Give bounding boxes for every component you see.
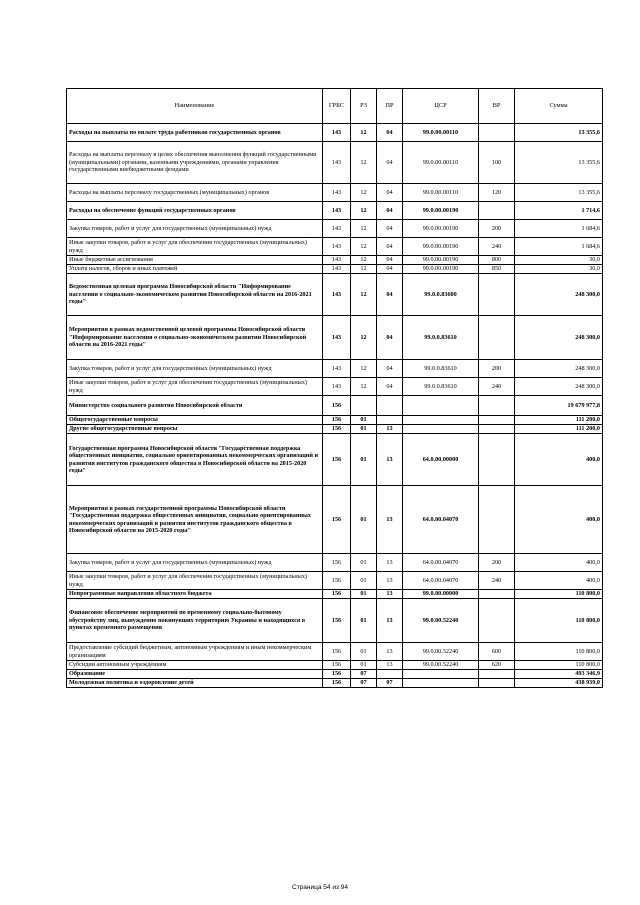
- cell-vr: [479, 416, 515, 425]
- cell-vr: 620: [479, 661, 515, 670]
- cell-sum: 248 300,0: [515, 378, 603, 396]
- cell-sum: 493 346,9: [515, 670, 603, 679]
- cell-grbs: 143: [323, 265, 351, 274]
- cell-grbs: 143: [323, 360, 351, 378]
- cell-rz: 12: [351, 256, 377, 265]
- cell-sum: 110 800,0: [515, 643, 603, 661]
- cell-name: Мероприятия в рамках государственной программы Новосибирской области "Государственная поддержка общественных инициатив, социально ориентированных некоммерческих организаций и развития институтов гражданского общества в Новосибирской области на 2015-2020 годы": [67, 486, 323, 554]
- cell-sum: 13 355,6: [515, 142, 603, 184]
- cell-pr: [377, 396, 403, 416]
- cell-rz: 01: [351, 486, 377, 554]
- cell-pr: 04: [377, 184, 403, 202]
- cell-vr: [479, 670, 515, 679]
- cell-name: Закупка товаров, работ и услуг для государственных (муниципальных) нужд: [67, 360, 323, 378]
- cell-csr: 99.0.0.83610: [403, 316, 479, 360]
- cell-pr: 04: [377, 265, 403, 274]
- cell-grbs: 156: [323, 590, 351, 599]
- table-row: [67, 238, 603, 256]
- cell-pr: 04: [377, 202, 403, 220]
- cell-pr: 04: [377, 220, 403, 238]
- cell-vr: 800: [479, 256, 515, 265]
- cell-csr: 99.0.00.00110: [403, 124, 479, 142]
- cell-pr: [377, 416, 403, 425]
- cell-rz: 12: [351, 238, 377, 256]
- cell-vr: [479, 396, 515, 416]
- cell-pr: 13: [377, 434, 403, 486]
- cell-vr: 600: [479, 643, 515, 661]
- header-row: [67, 89, 603, 124]
- table-row: [67, 643, 603, 661]
- table-row: [67, 670, 603, 679]
- table-row: [67, 554, 603, 572]
- table-row: [67, 572, 603, 590]
- cell-vr: 200: [479, 220, 515, 238]
- cell-grbs: 156: [323, 670, 351, 679]
- cell-rz: 07: [351, 679, 377, 688]
- cell-csr: 99.0.0.83610: [403, 360, 479, 378]
- cell-name: Расходы на выплаты по оплате труда работников государственных органов: [67, 124, 323, 142]
- cell-sum: 1 714,6: [515, 202, 603, 220]
- cell-grbs: 156: [323, 554, 351, 572]
- cell-name: Иные закупки товаров, работ и услуг для обеспечения государственных (муниципальных) нужд: [67, 238, 323, 256]
- cell-csr: 99.0.00.00000: [403, 590, 479, 599]
- table-row: [67, 124, 603, 142]
- table-row: [67, 590, 603, 599]
- cell-rz: 01: [351, 590, 377, 599]
- cell-pr: 13: [377, 572, 403, 590]
- cell-rz: 12: [351, 124, 377, 142]
- cell-sum: 110 800,0: [515, 590, 603, 599]
- cell-pr: 04: [377, 124, 403, 142]
- cell-sum: 30,0: [515, 256, 603, 265]
- col-header-sum: Сумма: [515, 89, 603, 124]
- cell-rz: 01: [351, 661, 377, 670]
- budget-table: [66, 88, 603, 688]
- cell-name: Другие общегосударственные вопросы: [67, 425, 323, 434]
- table-row: [67, 416, 603, 425]
- cell-rz: 01: [351, 554, 377, 572]
- cell-grbs: 143: [323, 220, 351, 238]
- col-header-csr: ЦСР: [403, 89, 479, 124]
- cell-sum: 438 939,0: [515, 679, 603, 688]
- cell-rz: 01: [351, 599, 377, 643]
- cell-name: Министерство социального развития Новосибирской области: [67, 396, 323, 416]
- table-row: [67, 679, 603, 688]
- cell-sum: 110 800,0: [515, 599, 603, 643]
- cell-name: Ведомственная целевая программа Новосибирской области "Информирование населения о социально-экономическом развитии Новосибирской области на 2016-2021 годы": [67, 274, 323, 316]
- cell-sum: 30,0: [515, 265, 603, 274]
- cell-sum: 400,0: [515, 554, 603, 572]
- cell-name: Непрограммные направления областного бюджета: [67, 590, 323, 599]
- cell-sum: 400,0: [515, 572, 603, 590]
- table-row: [67, 184, 603, 202]
- cell-csr: 99.0.00.00190: [403, 202, 479, 220]
- cell-rz: 01: [351, 416, 377, 425]
- cell-vr: 200: [479, 360, 515, 378]
- cell-vr: 120: [479, 184, 515, 202]
- cell-csr: 64.0.00.00000: [403, 434, 479, 486]
- cell-grbs: 156: [323, 434, 351, 486]
- cell-sum: 1 684,6: [515, 238, 603, 256]
- table-row: [67, 256, 603, 265]
- cell-grbs: 156: [323, 416, 351, 425]
- table-row: [67, 142, 603, 184]
- cell-rz: 01: [351, 572, 377, 590]
- table-row: [67, 316, 603, 360]
- cell-rz: 12: [351, 220, 377, 238]
- cell-vr: [479, 124, 515, 142]
- table-row: [67, 378, 603, 396]
- cell-pr: 04: [377, 274, 403, 316]
- cell-csr: 99.0.00.00190: [403, 256, 479, 265]
- cell-vr: 200: [479, 554, 515, 572]
- cell-rz: 12: [351, 184, 377, 202]
- cell-vr: [479, 679, 515, 688]
- cell-grbs: 156: [323, 679, 351, 688]
- cell-name: Уплата налогов, сборов и иных платежей: [67, 265, 323, 274]
- cell-grbs: 143: [323, 274, 351, 316]
- cell-csr: 99.0.00.00190: [403, 265, 479, 274]
- cell-grbs: 156: [323, 396, 351, 416]
- cell-name: Молодежная политика и оздоровление детей: [67, 679, 323, 688]
- cell-rz: 12: [351, 378, 377, 396]
- cell-grbs: 156: [323, 661, 351, 670]
- cell-rz: 12: [351, 265, 377, 274]
- cell-name: Иные бюджетные ассигнования: [67, 256, 323, 265]
- cell-sum: 111 200,0: [515, 425, 603, 434]
- cell-grbs: 143: [323, 202, 351, 220]
- cell-sum: 19 679 977,8: [515, 396, 603, 416]
- cell-pr: 13: [377, 554, 403, 572]
- cell-grbs: 156: [323, 425, 351, 434]
- table-row: [67, 486, 603, 554]
- cell-grbs: 143: [323, 378, 351, 396]
- cell-grbs: 143: [323, 316, 351, 360]
- cell-vr: 850: [479, 265, 515, 274]
- cell-grbs: 156: [323, 486, 351, 554]
- cell-pr: 04: [377, 256, 403, 265]
- cell-pr: 13: [377, 590, 403, 599]
- cell-grbs: 143: [323, 184, 351, 202]
- cell-csr: [403, 416, 479, 425]
- cell-csr: [403, 679, 479, 688]
- cell-rz: 01: [351, 425, 377, 434]
- cell-name: Финансовое обеспечение мероприятий по временному социально-бытовому обустройству лиц, вынужденно покинувших территорию Украины и находящихся в пунктах временного размещения: [67, 599, 323, 643]
- cell-csr: 99.0.00.00190: [403, 220, 479, 238]
- table-row: [67, 425, 603, 434]
- cell-sum: 13 355,6: [515, 184, 603, 202]
- cell-vr: 240: [479, 378, 515, 396]
- cell-vr: 240: [479, 238, 515, 256]
- cell-name: Общегосударственные вопросы: [67, 416, 323, 425]
- cell-csr: 64.0.00.04070: [403, 554, 479, 572]
- cell-grbs: 143: [323, 124, 351, 142]
- col-header-name: Наименование: [67, 89, 323, 124]
- cell-csr: [403, 425, 479, 434]
- cell-rz: [351, 396, 377, 416]
- table-row: [67, 661, 603, 670]
- cell-csr: 64.0.00.04070: [403, 486, 479, 554]
- col-header-rz: РЗ: [351, 89, 377, 124]
- cell-grbs: 156: [323, 572, 351, 590]
- cell-csr: 99.0.00.00110: [403, 142, 479, 184]
- table-row: [67, 396, 603, 416]
- cell-pr: 04: [377, 360, 403, 378]
- cell-pr: 07: [377, 679, 403, 688]
- cell-vr: [479, 425, 515, 434]
- cell-rz: 01: [351, 643, 377, 661]
- cell-grbs: 143: [323, 256, 351, 265]
- cell-pr: 13: [377, 643, 403, 661]
- cell-name: Образование: [67, 670, 323, 679]
- cell-rz: 12: [351, 316, 377, 360]
- cell-pr: 13: [377, 599, 403, 643]
- table-row: [67, 220, 603, 238]
- cell-csr: 64.0.00.04070: [403, 572, 479, 590]
- cell-vr: [479, 202, 515, 220]
- cell-sum: 13 355,6: [515, 124, 603, 142]
- cell-vr: [479, 590, 515, 599]
- cell-vr: [479, 434, 515, 486]
- table-row: [67, 265, 603, 274]
- cell-sum: 248 300,0: [515, 360, 603, 378]
- table-row: [67, 599, 603, 643]
- cell-sum: 400,0: [515, 434, 603, 486]
- cell-csr: 99.0.00.00190: [403, 238, 479, 256]
- col-header-grbs: ГРБС: [323, 89, 351, 124]
- cell-sum: 248 300,0: [515, 274, 603, 316]
- cell-pr: 04: [377, 316, 403, 360]
- cell-name: Закупка товаров, работ и услуг для государственных (муниципальных) нужд: [67, 220, 323, 238]
- cell-sum: 400,0: [515, 486, 603, 554]
- col-header-pr: ПР: [377, 89, 403, 124]
- cell-grbs: 156: [323, 643, 351, 661]
- cell-csr: [403, 396, 479, 416]
- cell-pr: 13: [377, 486, 403, 554]
- table-row: [67, 434, 603, 486]
- cell-pr: 04: [377, 378, 403, 396]
- table-body: [67, 124, 603, 688]
- cell-vr: [479, 274, 515, 316]
- cell-csr: 99.0.00.00110: [403, 184, 479, 202]
- cell-pr: 04: [377, 142, 403, 184]
- cell-name: Расходы на выплаты персоналу государственных (муниципальных) органов: [67, 184, 323, 202]
- cell-name: Государственная программа Новосибирской области "Государственная поддержка общественных инициатив, социально ориентированных некоммерческих организаций и развития институтов гражданского общества в Новосибирской области на 2015-2020 годы": [67, 434, 323, 486]
- cell-pr: 13: [377, 661, 403, 670]
- cell-rz: 01: [351, 434, 377, 486]
- cell-grbs: 143: [323, 238, 351, 256]
- table-row: [67, 274, 603, 316]
- cell-csr: 99.0.00.52240: [403, 661, 479, 670]
- cell-vr: [479, 316, 515, 360]
- cell-name: Субсидии автономным учреждениям: [67, 661, 323, 670]
- cell-rz: 12: [351, 274, 377, 316]
- cell-vr: [479, 599, 515, 643]
- cell-csr: 99.0.00.52240: [403, 643, 479, 661]
- cell-sum: 1 684,6: [515, 220, 603, 238]
- cell-rz: 07: [351, 670, 377, 679]
- cell-rz: 12: [351, 142, 377, 184]
- cell-pr: [377, 670, 403, 679]
- cell-pr: 13: [377, 425, 403, 434]
- cell-csr: 99.0.0.83610: [403, 378, 479, 396]
- cell-sum: 111 200,0: [515, 416, 603, 425]
- cell-vr: 240: [479, 572, 515, 590]
- cell-grbs: 143: [323, 142, 351, 184]
- col-header-vr: ВР: [479, 89, 515, 124]
- table-row: [67, 360, 603, 378]
- cell-name: Расходы на обеспечение функций государственных органов: [67, 202, 323, 220]
- cell-sum: 248 300,0: [515, 316, 603, 360]
- cell-csr: 99.0.0.83600: [403, 274, 479, 316]
- cell-name: Расходы на выплаты персоналу в целях обеспечения выполнения функций государственными (муниципальными) органами, казенными учреждениями, органами управления государственными внебюджетными фондами: [67, 142, 323, 184]
- cell-name: Закупка товаров, работ и услуг для государственных (муниципальных) нужд: [67, 554, 323, 572]
- cell-name: Мероприятия в рамках ведомственной целевой программы Новосибирской области "Информирование населения о социально-экономическом развитии Новосибирской области на 2016-2021 годы": [67, 316, 323, 360]
- cell-csr: 99.0.00.52240: [403, 599, 479, 643]
- cell-name: Предоставление субсидий бюджетным, автономным учреждениям и иным некоммерческим организациям: [67, 643, 323, 661]
- cell-name: Иные закупки товаров, работ и услуг для обеспечения государственных (муниципальных) нужд: [67, 378, 323, 396]
- page-number: Страница 54 из 94: [292, 884, 348, 891]
- cell-csr: [403, 670, 479, 679]
- cell-name: Иные закупки товаров, работ и услуг для обеспечения государственных (муниципальных) нужд: [67, 572, 323, 590]
- cell-sum: 110 800,0: [515, 661, 603, 670]
- cell-vr: [479, 486, 515, 554]
- cell-grbs: 156: [323, 599, 351, 643]
- cell-rz: 12: [351, 202, 377, 220]
- table-row: [67, 202, 603, 220]
- cell-vr: 100: [479, 142, 515, 184]
- cell-rz: 12: [351, 360, 377, 378]
- cell-pr: 04: [377, 238, 403, 256]
